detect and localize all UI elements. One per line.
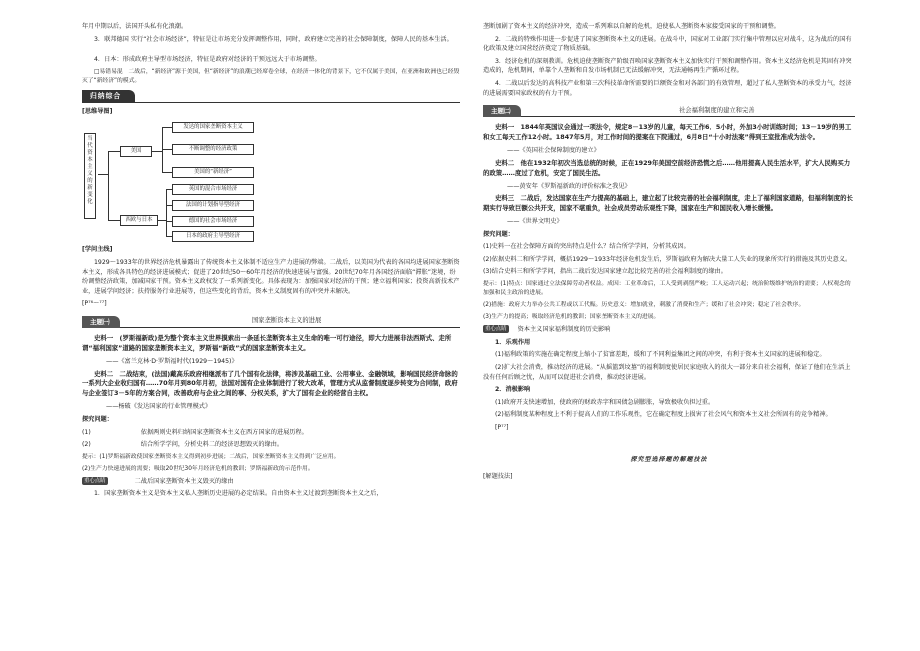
paragraph: 4．二战以后发达的高科技产业和第三次科技革命所需要的巨额资金和对各部门的有效管理，超过了私人垄断资本的承受力气，经济的进展需要国家政权的有力干预。 <box>483 80 852 97</box>
question <box>82 440 460 450</box>
mindmap-leaf: 英国的混合市场经济 <box>172 184 254 195</box>
subheading <box>483 325 855 335</box>
paragraph: 1929～1933年的世界经济危机暴露出了传统资本主义体制不适应生产力进展的弊端。二战后，以美国为代表的各国均进展国家垄断资本主义，形成各具特色的经济进展模式；促进了20世纪50～60年月经济的快速进展与富强。20世纪70年月各国经济面临“滞胀”迷境，纷纷调整经济政策，加减国家干预。资本主义政权发了一系列新变化。具体表现为：加强国家对经济的干预；建立福利国家；投资高新技术产业，进展学问经济；扶持服务行业进展等，但这些变化的背后，资本主义制度固有的冲突并未解决。 <box>82 259 460 295</box>
source-citation: ——《富兰克林·D·罗斯福时代(1929～1945)》 <box>106 357 238 365</box>
left-column <box>82 22 460 502</box>
answer-tip: 提示：(1)罗斯福新政使国家垄断资本主义得到初步进展；二战后，国家垄断资本主义得到广泛应用。 <box>82 453 340 460</box>
theme-title: 社会福利制度的建立和完善 <box>679 106 755 114</box>
connector <box>108 151 120 152</box>
source-excerpt: 史料二 他在1932年初次当选总统的时候，正在1929年美国空前经济恐慌之后……他用提高人民生活水平，扩大人民购买力的政策……度过了危机，安定了国民生活。 <box>483 158 851 177</box>
mindmap-root: 当代资本主义的新变化 <box>84 133 96 219</box>
source-citation: ——《英国社会保障制度的建立》 <box>507 147 600 155</box>
mindmap-leaf: 不断调整的经济政策 <box>172 144 254 155</box>
theme-header <box>82 315 460 328</box>
theme-tag: 主题㈡ <box>483 105 521 117</box>
paragraph: 3．联邦德国 实行“社会市场经济”，特征是让市场充分发挥调整作用，同时，政府建立完善的社会保障制度，保障人民的基本生活。 <box>94 35 453 43</box>
question: (1)史料一在社会保障方面的突出特点是什么？结合所学学问，分析其成因。 <box>483 243 690 251</box>
paragraph: 年月中期以后，法国开头私有化浪潮。 <box>82 23 188 30</box>
paragraph: 4．日本：形成政府主导型市场经济，特征是政府对经济的干预远远大于市场调整。 <box>94 56 321 64</box>
paragraph: (1)福利政策的实施在确定程度上缩小了贫富差距，缓和了不同利益集团之间的冲突，有利于资本主义国家的进展和稳定。 <box>495 351 826 359</box>
question-label: 探究问题： <box>483 230 514 238</box>
key-point-tag: 重心点睛 <box>485 326 507 332</box>
mindmap-leaf: 法国的计划指导型经济 <box>172 200 254 211</box>
connector <box>108 151 109 221</box>
source-excerpt: 史料一 (罗斯福新政)是为整个资本主义世界摸索出一条延长垄断资本主义生命的唯一可行途径，即大力进展非法西斯式、走所谓“福利国家”道路的国家垄断资本主义，罗斯福“新政”式的国家垄断资本主义。 <box>82 334 452 352</box>
mindmap-leaf: 日本的政府主导型经济 <box>172 231 254 242</box>
question-number: (2) <box>82 441 91 449</box>
mindmap-node-westeurope-japan: 西欧与日本 <box>120 215 158 226</box>
source-citation: ——杨破《发达国家的行业管理模式》 <box>106 403 212 411</box>
question-text: 依据两则史料归纳国家垄断资本主义在西方国家的进展历程。 <box>140 428 308 436</box>
paragraph: 1．国家垄断资本主义是资本主义私人垄断历史进展的必定结果。自由资本主义过渡到垄断资本主义之后， <box>94 490 383 498</box>
paragraph: 3．经济危机的深刻教训。危机迫使垄断资产阶级召唤国家垄断资本主义加快实行干预和调整作用。资本主义经济危机是其固有冲突造成的，危机期间，单靠个人垄断和自发市场机制已无法缓解冲突，无法通畅再生产循环过程。 <box>483 57 852 75</box>
answer-tip: (3)生产力的提高；吸取经济危机的教训；国家垄断资本主义的进展。 <box>483 314 660 321</box>
technique-title: 探究型选择题的解题技法 <box>630 455 708 463</box>
mindmap-leaf: 发达的国家垄断资本主义 <box>172 122 254 133</box>
technique-label: [解题技法] <box>483 472 513 480</box>
question-label: 探究问题： <box>82 415 113 423</box>
section-title: 1．乐观作用 <box>495 338 531 346</box>
connector <box>166 189 167 237</box>
subheading-text: 二战后国家垄断资本主义毁灭的缘由 <box>134 477 234 485</box>
question <box>82 428 460 438</box>
subheading <box>82 477 460 487</box>
paragraph: (1)政府开支快速增加，使政府的财政赤字和国债急剧膨胀，导致极收负担过重。 <box>495 398 715 406</box>
question: (3)结合史料三和所学学问，指出二战后发达国家建立起比较完善的社会福利制度的缘由。 <box>483 268 727 276</box>
answer-tip: (2)措施：政府大力举办公共工程或以工代赈。历史意义：增加就业，刺激了消费和生产；缓和了社会冲突；稳定了社会秩序。 <box>483 302 805 309</box>
source-excerpt: 史料二 二战结束，(法国)戴高乐政府相继派布了几个国有化法律，将涉及基础工业、公用事业、金融领域，影响国民经济命脉的一系列大企业收归国有……70年月到80年月初，法国对国有企业体制进行了较大改革，管理方式从监督制度逐步转变为合同制，政府与企业签订3－5年的方案合同，改善政府与企业之间的事、分权关系，扩大了国有企业的经营自主权。 <box>82 369 458 398</box>
theme-title: 国家垄断资本主义的进展 <box>252 317 322 325</box>
source-citation: ——《世界文明史》 <box>507 218 563 226</box>
mindmap-label: [思维导图] <box>82 107 113 115</box>
mindmap-node-usa: 美国 <box>120 146 152 157</box>
subheading-text: 资本主义国家福利制度的历史影响 <box>517 326 611 334</box>
question: (2)依据史料二和所学学问，概括1929～1933年经济危机发生后，罗斯福政府为解决大量工人失业的现象所实行的措施及其历史意义。 <box>483 255 852 263</box>
connector <box>98 174 108 175</box>
mindmap-leaf: 德国的社会市场经济 <box>172 216 254 227</box>
question-number: (1) <box>82 428 91 436</box>
connector <box>158 220 166 221</box>
key-point-tag: 重心点睛 <box>84 477 106 484</box>
paragraph: (2)福利制度某种程度上不利于提高人们的工作乐观性，它在确定程度上损害了社会风气和资本主义社会所固有的竞争精神。 <box>495 411 832 419</box>
source-citation: ——黄安年《罗斯福新政的评价标准之我见》 <box>507 182 631 190</box>
connector <box>162 127 172 128</box>
answer-tip: 提示：(1)特点：国家通过立法保障劳动者权益。成因：工业革命后，工人受到剥削严峻；工人运动兴起；统治阶级维护统治的需要；人权观念的加强和民主政治的进展。 <box>483 281 851 297</box>
paragraph: (2)扩大社会消费，推动经济的进展。“从摇篮到坟墓”的福利制度使居民家庭收入的很大一部分来自社会福利，保证了他们在生活上没有任何后顾之忧，从而可以促进社会消费，推动经济进展。 <box>483 364 851 381</box>
question-text: 结合所学学问，分析史料二的经济思想毁灭的缘由。 <box>140 441 284 449</box>
error-note: □易错易混 二战后，“新经济”源于美国，但“新经济”的浪潮已经席卷全球，在经济一体化的背景下，它不仅属于美国，在亚洲和欧洲也已经毁灭了“新经济”的模式。 <box>82 68 460 84</box>
theme-header <box>483 104 855 117</box>
connector <box>162 172 172 173</box>
source-excerpt: 史料一 1844年英国议会通过一项法令，规定8－13岁的儿童，每天工作6．5小时，外加3小时训练时间；13－19岁的男工和女工每天工作12小时。1847年5月，对工作时间的提案在下院通过，6月8日“十小时法案”得到王室批准成为法令。 <box>483 123 852 142</box>
connector <box>162 127 163 173</box>
mindmap-leaf: 美国的“新经济” <box>172 167 254 178</box>
page-ref: [P⁷⁶～⁷⁷] <box>82 300 107 308</box>
main-line-label: [学问主线] <box>82 246 113 254</box>
summary-banner-label: 归纳综合 <box>82 90 135 103</box>
page-ref: [P⁷⁷] <box>495 424 509 432</box>
paragraph: 垄断加剧了资本主义的经济冲突，造成一系列难以自解的危机，迫使私人垄断资本家接受国家的干预和调整。 <box>483 23 780 30</box>
connector <box>108 220 120 221</box>
answer-tip: (2)生产力快速进展的需要；吸取20世纪30年月经济危机的教训；罗斯福新政的示范作用。 <box>82 465 314 472</box>
connector <box>162 149 172 150</box>
theme-tag: 主题㈠ <box>82 316 120 328</box>
source-excerpt: 史料三 二战后，发达国家在生产力提高的基础上，建立起了比较完善的社会福利制度，走上了福利国家道路，但福利制度的长期实行导致巨额公共开支，国家不堪重负，社会成员劳动乐观性下降，国家在生产和国民收入增长缓慢。 <box>483 194 853 213</box>
right-column <box>483 22 855 485</box>
mind-map-diagram <box>82 119 342 241</box>
section-title: 2．消极影响 <box>495 386 531 394</box>
connector <box>152 151 162 152</box>
summary-banner <box>82 90 460 103</box>
paragraph: 2．二战的特殊作用进一步促进了国家垄断资本主义的进展。在战斗中，国家对工业部门实行集中管理以应对战斗，这为战后的国有化政策及建立国营经济奠定了物质基础。 <box>483 35 852 53</box>
